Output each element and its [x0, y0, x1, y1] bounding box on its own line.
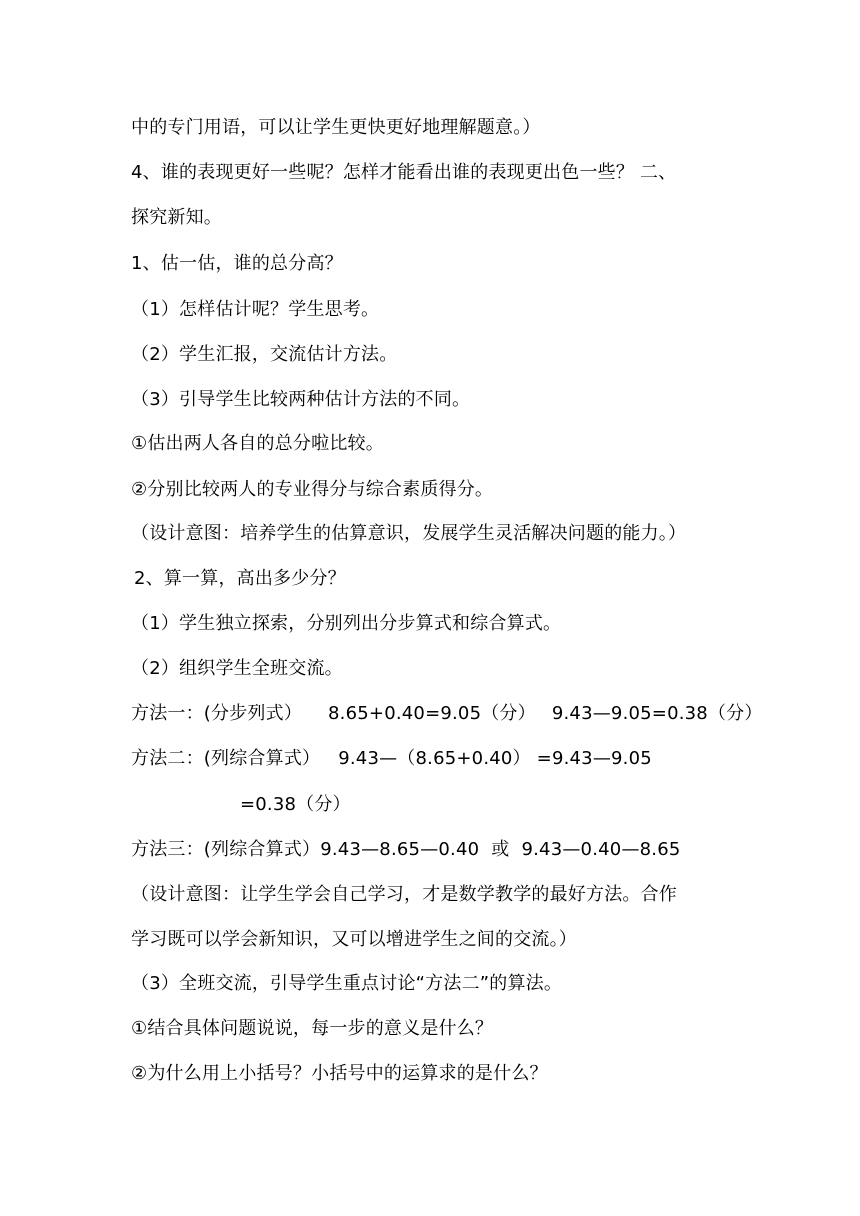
text-line: ②为什么用上小括号？小括号中的运算求的是什么？ — [131, 1063, 548, 1084]
method-three-label: 方法三：(列综合算式） — [131, 839, 321, 860]
text-line: （1）学生独立探索，分别列出分步算式和综合算式。 — [131, 613, 562, 634]
text-line: ②分别比较两人的专业得分与综合素质得分。 — [131, 479, 494, 500]
text-line: （3）全班交流，引导学生重点讨论“方法二”的算法。 — [131, 973, 563, 994]
method-two-expression: 9.43—（8.65+0.40） =9.43—9.05 — [338, 748, 652, 769]
method-two-line — [131, 746, 652, 772]
method-three-line — [131, 837, 681, 863]
text-line: 中的专门用语，可以让学生更快更好地理解题意。） — [131, 117, 541, 138]
method-three-or: 或 — [491, 839, 510, 860]
method-two-label: 方法二：(列综合算式） — [131, 748, 321, 769]
method-three-expression2: 9.43—0.40—8.65 — [521, 839, 681, 860]
text-line: 探究新知。 — [131, 207, 222, 228]
text-line: （3）引导学生比较两种估计方法的不同。 — [131, 389, 471, 410]
method-two-result: =0.38（分） — [240, 794, 351, 815]
design-intent-note: （设计意图：让学生学会自己学习，才是数学教学的最好方法。合作 — [131, 884, 677, 905]
text-line: ①结合具体问题说说，每一步的意义是什么？ — [131, 1018, 494, 1039]
method-three-expression1: 9.43—8.65—0.40 — [320, 839, 480, 860]
text-line: 学习既可以学会新知识，又可以增进学生之间的交流。） — [131, 929, 577, 950]
design-intent-note: （设计意图：培养学生的估算意识，发展学生灵活解决问题的能力。） — [131, 523, 687, 544]
method-one-step1: 8.65+0.40=9.05（分） — [328, 703, 536, 724]
text-line: （1）怎样估计呢？学生思考。 — [131, 299, 380, 320]
method-one-step2: 9.43—9.05=0.38（分） — [551, 703, 763, 724]
text-line: ①估出两人各自的总分啦比较。 — [131, 433, 384, 454]
text-line: （2）组织学生全班交流。 — [131, 658, 343, 679]
section-heading: 2、算一算，高出多少分？ — [134, 568, 346, 589]
text-line: 4、谁的表现更好一些呢？怎样才能看出谁的表现更出色一些？ 二、 — [131, 162, 677, 183]
method-one-line — [131, 701, 763, 727]
section-heading: 1、估一估，谁的总分高？ — [131, 253, 343, 274]
method-one-label: 方法一：(分步列式） — [131, 703, 303, 724]
text-line: （2）学生汇报，交流估计方法。 — [131, 344, 398, 365]
